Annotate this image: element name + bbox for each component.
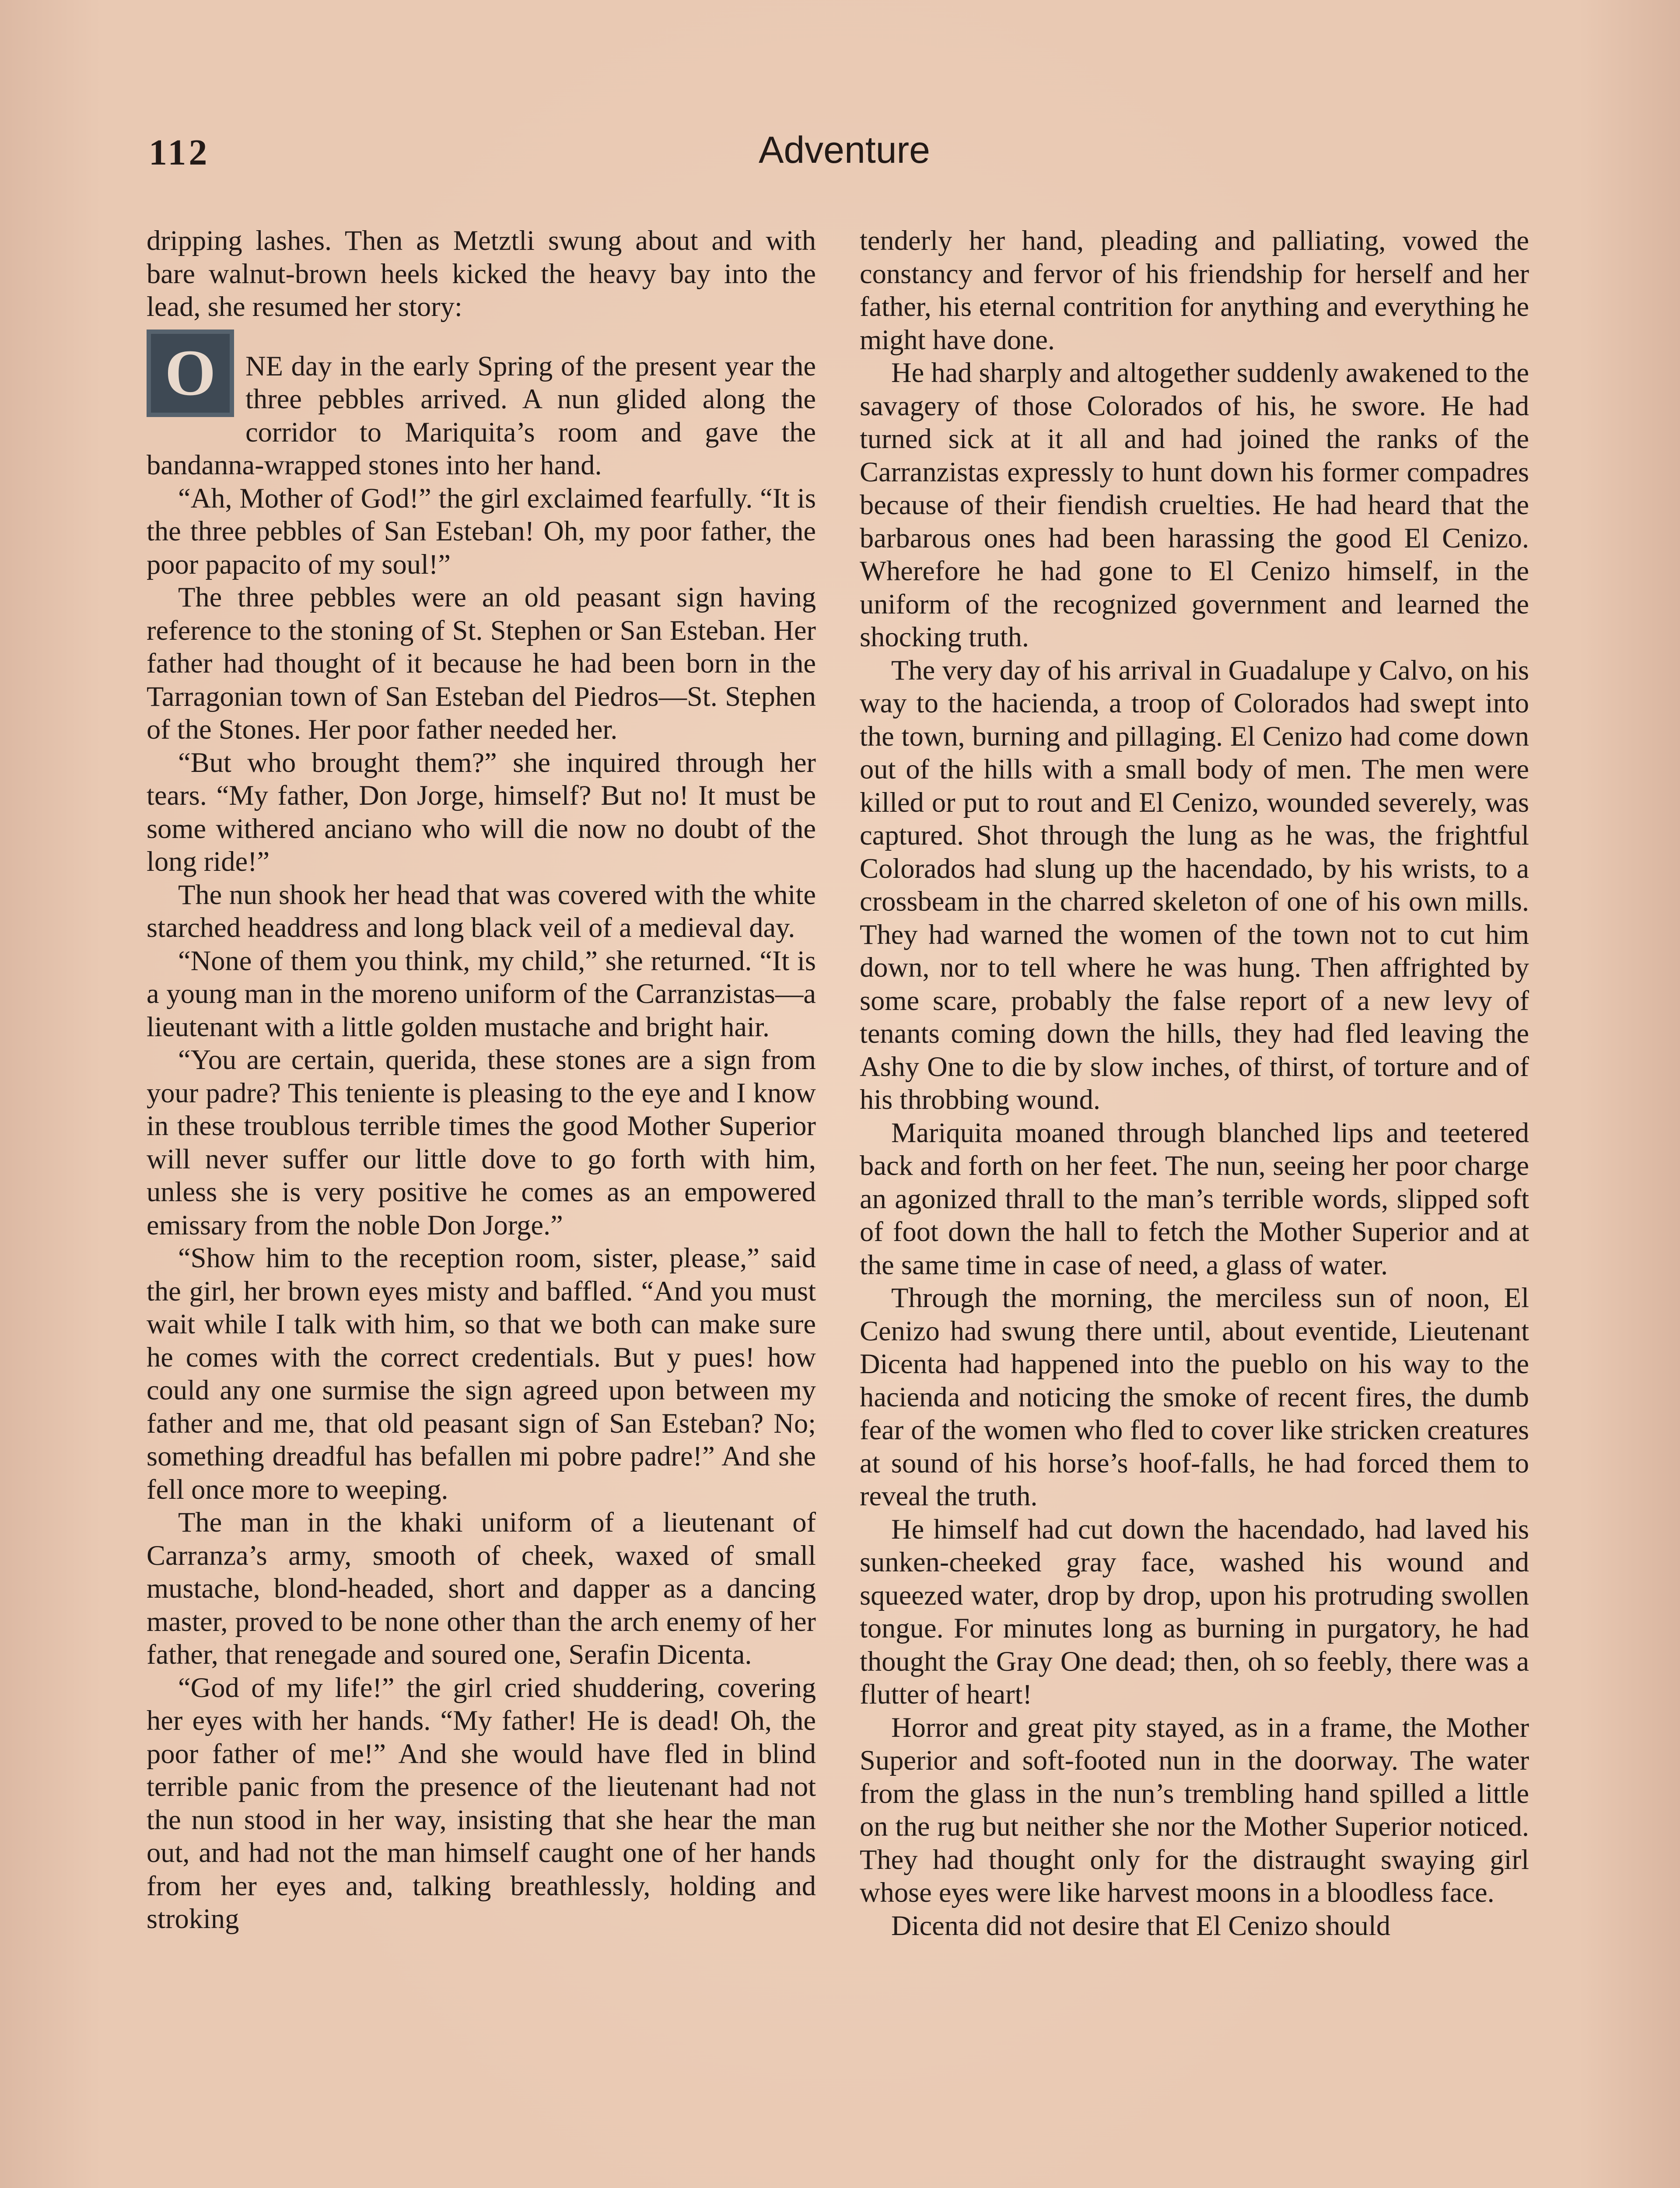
drop-cap-ornament: O (147, 330, 234, 417)
paragraph: “Show him to the reception room, sister, please,” said the girl, her brown eyes misty and baffled. “And you must wait while I talk with him, so that we both can make sure he comes with the correct credentials. But y pues! how could any one surmise the sign agreed upon between my father and me, that old peasant sign of San Esteban? No; something dreadful has befallen mi pobre padre!” And she fell once more to weeping. (147, 1242, 816, 1505)
right-column (860, 224, 1529, 1942)
left-column (147, 224, 816, 1936)
paragraph: “But who brought them?” she inquired through her tears. “My father, Don Jorge, himself? But no! It must be some withered anciano who will die now no doubt of the long ride!” (147, 747, 816, 877)
page-header (149, 131, 1540, 193)
paragraph: Horror and great pity stayed, as in a frame, the Mother Superior and soft-footed nun in the doorway. The water from the glass in the nun’s trembling hand spilled a little on the rug but neither she nor the Mother Superior noticed. They had thought only for the distraught swaying girl whose eyes were like harvest moons in a bloodless face. (860, 1711, 1529, 1908)
paragraph: NE day in the early Spring of the present year the three pebbles arrived. A nun glided along the corridor to Mariquita’s room and gave the bandanna-wrapped stones into her hand. (147, 350, 816, 480)
running-title: Adventure (758, 129, 931, 171)
paragraph: The nun shook her head that was covered with the white starched headdress and long black veil of a medieval day. (147, 879, 816, 943)
paragraph: The man in the khaki uniform of a lieutenant of Carranza’s army, smooth of cheek, waxed of small mustache, blond-headed, short and dapper as a dancing master, proved to be none other than the arch enemy of her father, that renegade and soured one, Serafin Dicenta. (147, 1507, 816, 1670)
paragraph: The three pebbles were an old peasant sign having reference to the stoning of St. Stephen or San Esteban. Her father had thought of it because he had been born in the Tarragonian town of San Esteban del Piedros—St. Stephen of the Stones. Her poor father needed her. (147, 582, 816, 745)
paragraph: “None of them you think, my child,” she returned. “It is a young man in the moreno uniform of the Carranzistas—a lieutenant with a little golden mustache and bright hair. (147, 945, 816, 1042)
paragraph: The very day of his arrival in Guadalupe y Calvo, on his way to the hacienda, a troop of Colorados had swept into the town, burning and pillaging. El Cenizo had come down out of the hills with a small body of men. The men were killed or put to rout and El Cenizo, wounded severely, was captured. Shot through the lung as he was, the frightful Colorados had slung up the hacendado, by his wrists, to a crossbeam in the charred skeleton of one of his own mills. They had warned the women of the town not to cut him down, nor to tell where he was hung. Then affrighted by some scare, probably the false report of a new levy of tenants coming down the hills, they had fled leaving the Ashy One to die by slow inches, of thirst, of torture and of his throbbing wound. (860, 654, 1529, 1115)
paragraph: Dicenta did not desire that El Cenizo should (891, 1910, 1391, 1941)
paragraph: “You are certain, querida, these stones are a sign from your padre? This teniente is pleasing to the eye and I know in these troublous terrible times the good Mother Superior will never suffer our little dove to go forth with him, unless she is very positive he comes as an empowered emissary from the noble Don Jorge.” (147, 1044, 816, 1241)
paragraph: Mariquita moaned through blanched lips and teetered back and forth on her feet. The nun, seeing her poor charge an agonized thrall to the man’s terrible words, slipped soft of foot down the hall to fetch the Mother Superior and at the same time in case of need, a glass of water. (860, 1117, 1529, 1280)
paragraph: “Ah, Mother of God!” the girl exclaimed fearfully. “It is the three pebbles of San Esteban! Oh, my poor father, the poor papacito of my soul!” (147, 482, 816, 580)
paragraph: “God of my life!” the girl cried shuddering, covering her eyes with her hands. “My father! He is dead! Oh, the poor father of me!” And she would have fled in blind terrible panic from the presence of the lieutenant had not the nun stood in her way, insisting that she hear the man out, and had not the man himself caught one of her hands from her eyes and, talking breathlessly, holding and stroking (147, 1672, 816, 1934)
paragraph: dripping lashes. Then as Metztli swung about and with bare walnut-brown heels kicked the heavy bay into the lead, she resumed her story: (147, 225, 816, 322)
paragraph: He himself had cut down the hacendado, had laved his sunken-cheeked gray face, washed his wound and squeezed water, drop by drop, upon his protruding swollen tongue. For minutes long as burning in purgatory, he had thought the Gray One dead; then, oh so feebly, there was a flutter of heart! (860, 1513, 1529, 1710)
paragraph: He had sharply and altogether suddenly awakened to the savagery of those Colorados of his, he swore. He had turned sick at it all and had joined the ranks of the Carranzistas expressly to hunt down his former compadres because of their fiendish cruelties. He had heard that the barbarous ones had been harassing the good El Cenizo. Wherefore he had gone to El Cenizo himself, in the uniform of the recognized government and learned the shocking truth. (860, 357, 1529, 652)
paragraph: Through the morning, the merciless sun of noon, El Cenizo had swung there until, about eventide, Lieutenant Dicenta had happened into the pueblo on his way to the hacienda and noticing the smoke of recent fires, the dumb fear of the women who fled to cover like stricken creatures at sound of his horse’s hoof-falls, he had forced them to reveal the truth. (860, 1282, 1529, 1511)
page-number: 112 (149, 132, 210, 173)
paragraph: tenderly her hand, pleading and palliating, vowed the constancy and fervor of his friendship for herself and her father, his eternal contrition for anything and everything he might have done. (860, 225, 1529, 355)
